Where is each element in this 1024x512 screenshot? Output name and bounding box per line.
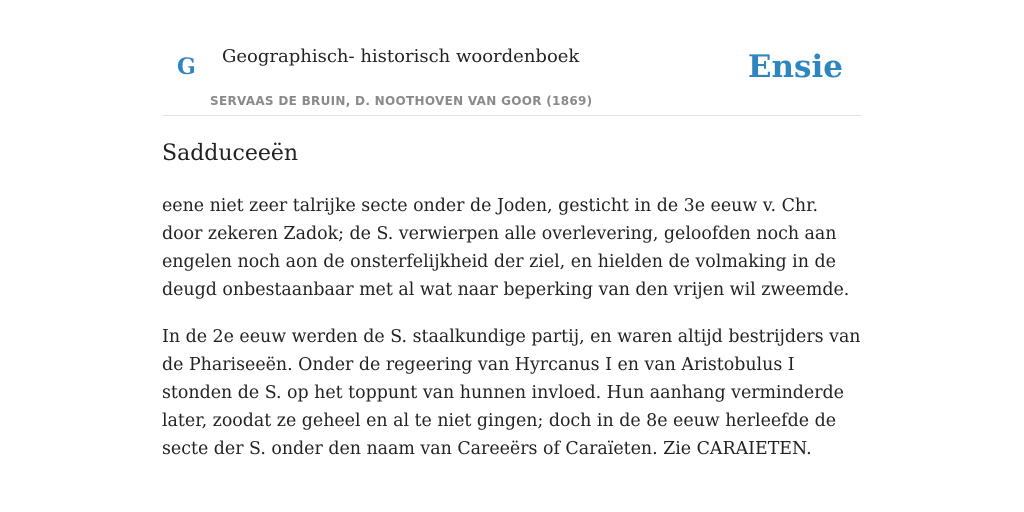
entry-title: Sadduceeën <box>162 141 299 166</box>
entry-paragraph: eene niet zeer talrijke secte onder de Joden, gesticht in de 3e eeuw v. Chr. door zekeren Zadok; de S. verwierpen alle overlevering, geloofden noch aan engelen noch aon de onsterfelijkheid der ziel, en hielden de volmaking in de deugd onbestaanbaar met al wat naar beperking van den vrijen wil zweemde. <box>162 196 850 300</box>
book-title[interactable]: Geographisch- historisch woordenboek <box>222 46 580 67</box>
entry-body <box>162 192 862 482</box>
ensie-logo-link[interactable]: Ensie <box>747 49 843 85</box>
book-authors: SERVAAS DE BRUIN, D. NOOTHOVEN VAN GOOR (1869) <box>210 94 593 108</box>
entry-paragraph: In de 2e eeuw werden de S. staalkundige partij, en waren altijd bestrijders van de Phariseeën. Onder de regeering van Hyrcanus I en van Aristobulus I stonden de S. op het toppunt van hunnen invloed. Hun aanhang verminderde later, zoodat ze geheel en al te niet gingen; doch in de 8e eeuw herleefde de secte der S. onder den naam van Careeërs of Caraïeten. Zie CARAIETEN. <box>162 327 861 459</box>
page <box>162 0 862 512</box>
book-initial-logo: G <box>177 54 196 80</box>
book-header <box>162 0 862 116</box>
